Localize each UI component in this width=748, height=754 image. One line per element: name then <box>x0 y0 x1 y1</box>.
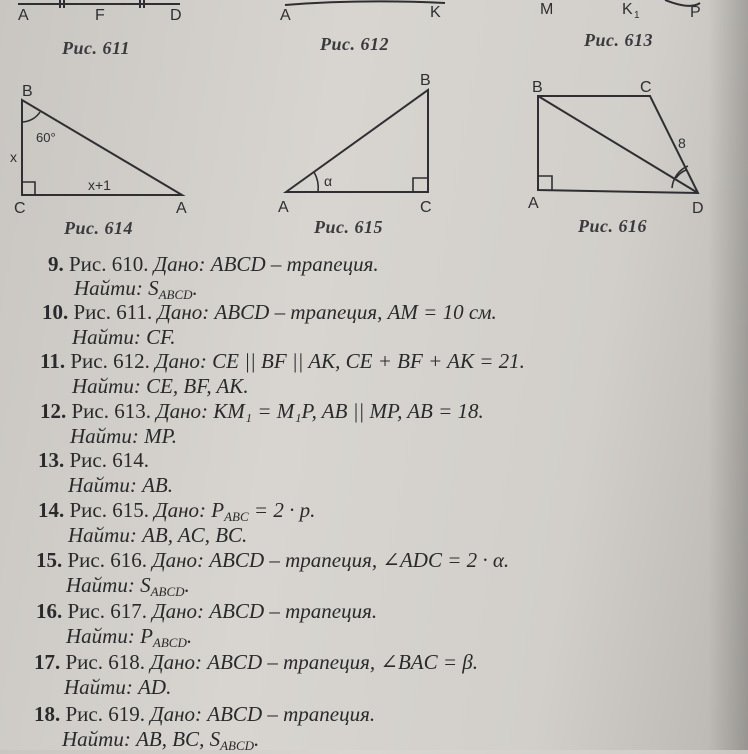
problem-13 <box>38 449 149 472</box>
caption-615: Рис. 615 <box>314 217 383 237</box>
find-subscript: ABCD <box>152 635 187 650</box>
find-label: Найти: <box>66 573 135 597</box>
figure-615-angle-arc <box>314 172 318 192</box>
given-text: ABCD – трапеция, ∠BAC = β. <box>207 650 478 674</box>
figure-613-label-k-subscript: 1 <box>634 10 640 21</box>
figure-614-label-b: B <box>22 83 33 100</box>
given-label: Дано: <box>150 650 203 674</box>
problem-number: 17. <box>34 650 61 674</box>
figure-reference: Рис. 619. <box>65 702 145 726</box>
figure-616-label-d: D <box>692 200 704 217</box>
figure-613-label-p: P <box>690 4 701 21</box>
figure-615-angle-label: α <box>324 173 333 189</box>
given-label: Дано: <box>152 599 205 623</box>
given-text: ABCD – трапеция, AM = 10 см. <box>214 300 497 324</box>
given-text: ABCD – трапеция, ∠ADC = 2 · α. <box>209 548 510 572</box>
figure-reference: Рис. 615. <box>69 498 149 522</box>
find-text: P <box>140 624 153 648</box>
problem-number: 9. <box>48 252 64 276</box>
given-tail: = 2 · p. <box>248 498 316 522</box>
find-tail: . <box>254 727 260 751</box>
find-label: Найти: <box>62 727 131 751</box>
find-text: CF. <box>146 325 176 349</box>
problem-12 <box>40 400 484 423</box>
caption-616: Рис. 616 <box>578 216 647 236</box>
given-label: Дано: <box>150 702 203 726</box>
find-text: S <box>148 276 159 300</box>
figure-614-label-c: C <box>14 200 26 217</box>
find-label: Найти: <box>70 424 139 448</box>
given-label: Дано: <box>154 498 207 522</box>
figure-613-label-m: M <box>540 1 554 18</box>
problem-17-find <box>64 675 171 700</box>
figure-615-label-c: C <box>420 199 432 216</box>
figure-616-right-angle <box>538 176 552 190</box>
problem-11 <box>40 350 525 373</box>
find-tail: . <box>184 573 190 597</box>
problem-number: 18. <box>34 702 61 726</box>
figure-611-label-d: D <box>170 7 182 24</box>
find-label: Найти: <box>68 473 137 497</box>
figure-614-side-x1: x+1 <box>88 177 111 193</box>
problem-number: 15. <box>36 548 63 572</box>
given-label: Дано: <box>155 349 207 373</box>
figure-reference: Рис. 612. <box>70 349 150 373</box>
figure-615-label-b: B <box>420 72 431 89</box>
problem-12-find <box>70 424 177 449</box>
given-subscript: ABC <box>224 509 249 524</box>
find-text: S <box>140 573 151 597</box>
find-label: Найти: <box>66 624 135 648</box>
problem-14-find <box>68 523 247 548</box>
given-label: Дано: <box>156 399 209 423</box>
figure-613-label-k: K <box>622 1 633 18</box>
figure-615-triangle <box>286 90 428 192</box>
problem-17 <box>34 651 478 674</box>
caption-613: Рис. 613 <box>584 30 653 50</box>
figure-616-label-a: A <box>528 195 539 212</box>
figure-615 <box>286 90 428 192</box>
problem-number: 11. <box>40 349 66 373</box>
figure-612-label-k: K <box>430 4 441 21</box>
figure-615-right-angle <box>413 178 428 192</box>
problem-number: 10. <box>42 300 69 324</box>
figure-616-side-label: 8 <box>678 135 686 151</box>
given-text: ABCD – трапеция. <box>209 599 378 623</box>
caption-612: Рис. 612 <box>320 34 389 54</box>
find-text: CE, BF, AK. <box>146 374 249 398</box>
figure-613-segment <box>665 0 700 6</box>
problem-10-find <box>72 325 175 350</box>
find-text: AB. <box>142 473 173 497</box>
find-label: Найти: <box>72 325 141 349</box>
figure-612-label-a: A <box>280 7 291 24</box>
figure-612-base <box>285 1 445 5</box>
figure-reference: Рис. 616. <box>67 548 147 572</box>
problem-number: 12. <box>40 399 67 423</box>
find-subscript: ABCD <box>220 738 255 753</box>
find-label: Найти: <box>74 276 143 300</box>
figure-614-angle-label: 60° <box>36 130 56 145</box>
figure-611-label-a: A <box>18 7 29 24</box>
caption-611: Рис. 611 <box>62 38 131 58</box>
find-text: AB, AC, BC. <box>142 523 248 547</box>
problem-number: 14. <box>38 498 65 522</box>
caption-614: Рис. 614 <box>64 218 133 238</box>
find-text: AB, BC, S <box>136 727 221 751</box>
problem-16-find <box>66 624 192 651</box>
find-tail: . <box>192 276 198 300</box>
figure-reference: Рис. 614. <box>69 448 149 472</box>
problem-10 <box>42 301 497 324</box>
find-subscript: ABCD <box>158 287 193 302</box>
given-label: Дано: <box>153 252 206 276</box>
find-text: MP. <box>144 424 177 448</box>
given-text: ABCD – трапеция. <box>207 702 376 726</box>
given-text: ABCD – трапеция. <box>210 252 379 276</box>
figure-614-angle-arc <box>22 112 40 122</box>
figure-616 <box>538 96 698 193</box>
find-subscript: ABCD <box>150 584 185 599</box>
figure-reference: Рис. 610. <box>69 252 149 276</box>
figure-614-side-x: x <box>10 149 17 165</box>
figure-616-label-c: C <box>640 79 652 96</box>
problem-16 <box>36 600 377 623</box>
figure-612 <box>285 1 445 5</box>
find-label: Найти: <box>64 675 133 699</box>
find-text: AD. <box>138 675 172 699</box>
problem-15-find <box>66 573 190 600</box>
figure-reference: Рис. 617. <box>67 599 147 623</box>
figure-611-label-f: F <box>95 7 105 24</box>
figure-615-label-a: A <box>278 199 289 216</box>
find-tail: . <box>186 624 193 648</box>
figure-614-label-a: A <box>176 200 187 217</box>
problem-11-find <box>72 374 249 399</box>
figure-reference: Рис. 611. <box>73 300 153 324</box>
problem-13-find <box>68 473 173 498</box>
figure-614-right-angle <box>22 182 35 195</box>
given-text: KM₁ = M₁P, AB || MP, AB = 18. <box>213 399 484 423</box>
figure-reference: Рис. 613. <box>71 399 151 423</box>
problem-9 <box>48 253 379 276</box>
problem-15 <box>36 549 509 572</box>
find-label: Найти: <box>72 374 141 398</box>
problem-18 <box>34 703 375 726</box>
problem-number: 16. <box>36 599 63 623</box>
given-label: Дано: <box>157 300 210 324</box>
given-label: Дано: <box>152 548 205 572</box>
given-text: CE || BF || AK, CE + BF + AK = 21. <box>212 349 525 373</box>
figure-reference: Рис. 618. <box>65 650 145 674</box>
problem-9-find <box>74 276 198 303</box>
find-label: Найти: <box>68 523 137 547</box>
problem-number: 13. <box>38 448 65 472</box>
figure-616-label-b: B <box>532 79 543 96</box>
given-text: P <box>211 498 225 522</box>
